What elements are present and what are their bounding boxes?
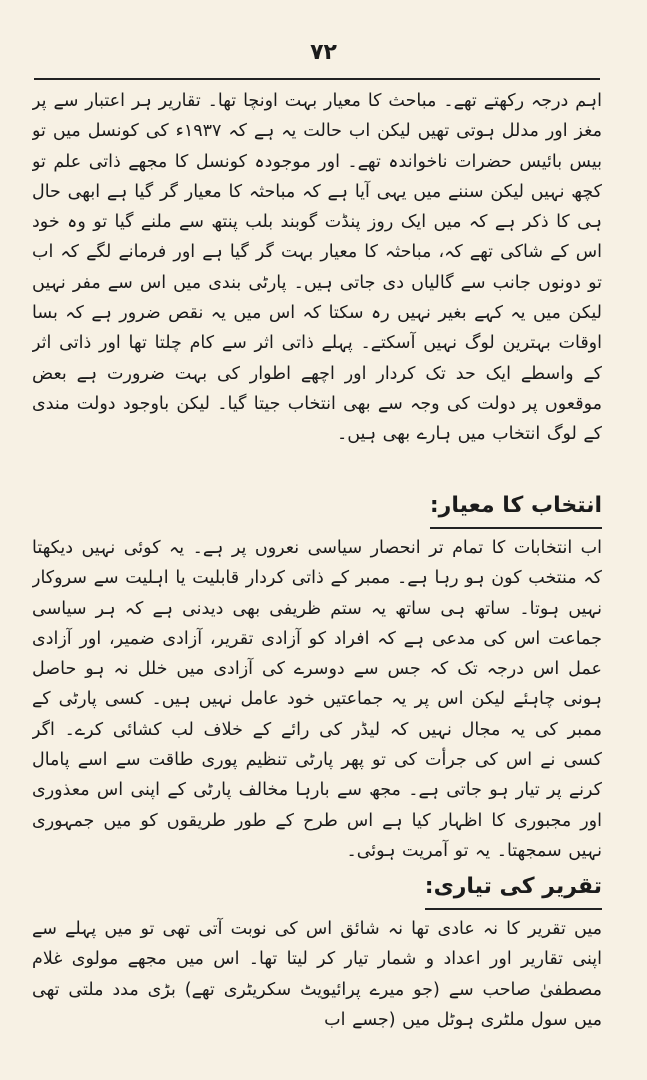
section-speech-preparation [32,914,602,1064]
paragraph-debate-standard: اہم درجہ رکھتے تھے۔ مباحث کا معیار بہت اونچا تھا۔ تقاریر ہر اعتبار سے پر مغز اور مدلل ہوتی تھیں لیکن اب حالت یہ ہے کہ ۱۹۳۷ء کی کونسل میں تو بیس بائیس حضرات ناخواندہ تھے۔ اور موجودہ کونسل کا مجھے ذاتی علم تو کچھ نہیں لیکن سننے میں یہی آیا ہے کہ مباحثہ کا معیار گر گیا ہے ابھی حال ہی کا ذکر ہے کہ میں ایک روز پنڈت گوبند بلب پنتھ سے ملنے گیا تو وہ خود اس کے شاکی تھے کہ، مباحثہ کا معیار بہت گر گیا ہے اور فرمانے لگے کہ اب تو دونوں جانب سے گالیاں دی جاتی ہیں۔ پارٹی بندی میں اس سے مفر نہیں لیکن میں یہ کہے بغیر نہیں رہ سکتا کہ اس میں یہ نقص ضرور ہے کہ بسا اوقات بہترین لوگ نہیں آسکتے۔ پہلے ذاتی اثر سے کام چلتا تھا اور ذاتی اثر کے واسطے ایک حد تک کردار اور اچھے اطوار کی بہت ضرورت ہے بعض موقعوں پر دولت کی وجہ سے بھی انتخاب جیتا گیا۔ لیکن باوجود دولت مندی کے لوگ انتخاب میں ہارے بھی ہیں۔ [32,91,602,445]
page-content [32,86,602,1064]
heading-election-standard [32,486,602,529]
heading-speech-preparation-text: تقریر کی تیاری: [425,867,602,910]
section-debate-standard [32,86,602,482]
heading-speech-preparation [32,867,602,910]
paragraph-speech-preparation: میں تقریر کا نہ عادی تھا نہ شائق اس کی نوبت آتی تھی تو میں پہلے سے اپنی تقاریر اور اعداد و شمار تیار کر لیتا تھا۔ اس میں مجھے مولوی غلام مصطفیٰ صاحب سے (جو میرے پرائیویٹ سکریٹری تھے) بڑی مدد ملتی تھی میں سول ملٹری ہوٹل میں (جسے اب [32,919,602,1030]
heading-election-standard-text: انتخاب کا معیار: [430,486,602,529]
paragraph-election-standard: اب انتخابات کا تمام تر انحصار سیاسی نعروں پر ہے۔ یہ کوئی نہیں دیکھتا کہ منتخب کون ہو رہا ہے۔ ممبر کے ذاتی کردار قابلیت یا اہلیت سے سروکار نہیں ہوتا۔ ساتھ ہی ساتھ یہ ستم ظریفی بھی دیدنی ہے کہ ہر سیاسی جماعت اس کی مدعی ہے کہ افراد کو آزادی تقریر، آزادی ضمیر، اور آزادی عمل اس درجہ تک کہ جس سے دوسرے کی آزادی میں خلل نہ ہو حاصل ہونی چاہئے لیکن اس پر یہ جماعتیں خود عامل نہیں ہیں۔ کسی پارٹی کے ممبر کی یہ مجال نہیں کہ لیڈر کی رائے کے خلاف لب کشائی کرے۔ اگر کسی نے اس کی جرأت کی تو پھر پارٹی تنظیم پوری طاقت سے اسے پامال کرنے پر تیار ہو جاتی ہے۔ مجھ سے بارہا مخالف پارٹی کے اپنی اس معذوری اور مجبوری کا اظہار کیا ہے اس طرح کے طور طریقوں کو میں جمہوری نہیں سمجھتا۔ یہ تو آمریت ہوئی۔ [32,538,602,861]
page-number: ۷۲ [310,40,337,65]
header-rule [34,78,600,80]
section-election-standard [32,533,602,863]
